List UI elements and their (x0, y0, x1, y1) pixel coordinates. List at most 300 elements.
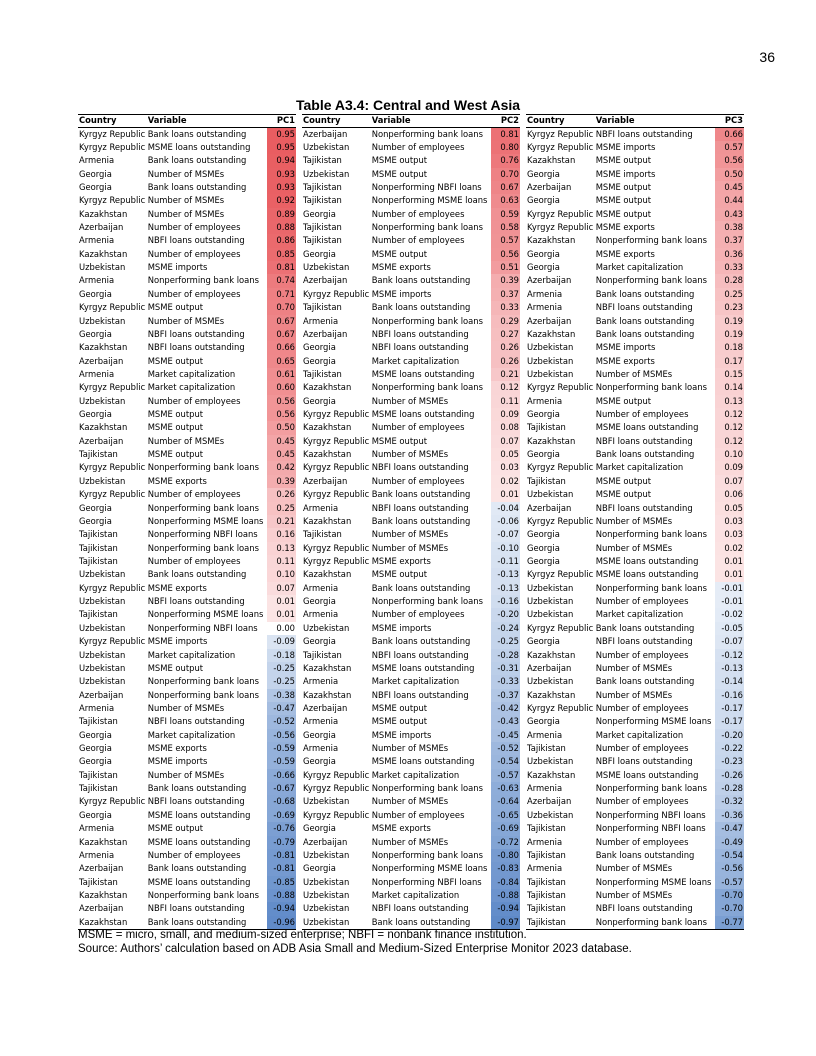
loading-value-cell: -0.85 (267, 876, 296, 889)
country-cell: Georgia (79, 502, 112, 513)
country-cell: Uzbekistan (79, 395, 126, 406)
header-row (302, 115, 520, 128)
loading-value-cell: 0.29 (491, 315, 520, 328)
country-cell: Kyrgyz Republic (527, 622, 594, 633)
header-variable: Variable (147, 115, 187, 125)
variable-cell: Number of MSMEs (595, 662, 673, 673)
variable-cell: Bank loans outstanding (371, 489, 471, 500)
country-cell: Azerbaijan (79, 689, 124, 700)
source-note: Source: Authors’ calculation based on ADB Asia Small and Medium-Sized Enterprise Monitor 2023 database. (78, 943, 632, 955)
table-row (302, 849, 520, 862)
variable-cell: MSME output (595, 155, 652, 166)
table-row (302, 595, 520, 608)
country-cell: Kazakhstan (527, 328, 576, 339)
loading-value-cell: 0.05 (715, 502, 744, 515)
country-cell: Georgia (79, 181, 112, 192)
loading-value-cell: -0.94 (267, 902, 296, 915)
variable-cell: Bank loans outstanding (147, 128, 247, 139)
table-row (302, 876, 520, 889)
variable-cell: MSME output (371, 248, 428, 259)
variable-cell: Bank loans outstanding (595, 315, 695, 326)
loading-value-cell: 0.26 (267, 488, 296, 501)
country-cell: Georgia (527, 168, 560, 179)
loading-value-cell: 0.01 (715, 568, 744, 581)
table-row (78, 849, 296, 862)
country-cell: Kyrgyz Republic (527, 515, 594, 526)
variable-cell: Market capitalization (595, 609, 684, 620)
loading-value-cell: -0.49 (715, 836, 744, 849)
country-cell: Tajikistan (527, 903, 566, 914)
loading-value-cell: 0.12 (715, 421, 744, 434)
loading-value-cell: 0.86 (267, 234, 296, 247)
variable-cell: Market capitalization (147, 368, 236, 379)
variable-cell: Number of MSMEs (371, 796, 449, 807)
table-row (78, 395, 296, 408)
table-row (302, 421, 520, 434)
country-cell: Kyrgyz Republic (303, 556, 370, 566)
variable-cell: Bank loans outstanding (595, 849, 695, 860)
country-cell: Uzbekistan (527, 596, 574, 607)
country-cell: Tajikistan (303, 649, 342, 660)
loading-value-cell: -0.07 (715, 635, 744, 648)
variable-cell: Number of employees (371, 141, 465, 152)
loading-value-cell: -0.70 (715, 889, 744, 902)
variable-cell: Bank loans outstanding (147, 783, 247, 794)
loading-value-cell: 0.13 (715, 395, 744, 408)
table-row (526, 849, 744, 862)
table-row (78, 742, 296, 755)
variable-cell: Number of employees (147, 288, 241, 299)
table-row (78, 408, 296, 421)
loading-value-cell: -0.83 (491, 862, 520, 875)
variable-cell: Market capitalization (147, 729, 236, 740)
variable-cell: MSME loans outstanding (371, 368, 475, 379)
loading-value-cell: -0.13 (715, 662, 744, 675)
variable-cell: MSME exports (371, 262, 431, 273)
header-pc: PC3 (724, 115, 744, 125)
variable-cell: MSME output (595, 475, 652, 486)
variable-cell: MSME imports (147, 262, 208, 273)
variable-cell: NBFI loans outstanding (371, 689, 469, 700)
loading-value-cell: -0.17 (715, 715, 744, 728)
loading-value-cell: -0.25 (491, 635, 520, 648)
abbreviation-note: MSME = micro, small, and medium-sized enterprise; NBFI = nonbank finance institution. (78, 929, 527, 941)
variable-cell: MSME output (371, 168, 428, 179)
variable-cell: NBFI loans outstanding (147, 716, 245, 727)
variable-cell: Nonperforming MSME loans (147, 515, 264, 526)
table-row (78, 234, 296, 247)
table-row (302, 328, 520, 341)
loading-value-cell: -0.22 (715, 742, 744, 755)
loading-value-cell: -0.64 (491, 795, 520, 808)
country-cell: Uzbekistan (303, 622, 350, 633)
variable-cell: Bank loans outstanding (147, 155, 247, 166)
loading-value-cell: 0.02 (491, 475, 520, 488)
variable-cell: NBFI loans outstanding (147, 903, 245, 914)
loading-value-cell: 0.57 (715, 141, 744, 154)
table-row (302, 435, 520, 448)
table-row (78, 288, 296, 301)
country-cell: Tajikistan (79, 449, 118, 460)
loading-value-cell: -0.01 (715, 595, 744, 608)
variable-cell: Number of employees (147, 248, 241, 259)
table-row (78, 822, 296, 835)
loading-value-cell: 0.21 (491, 368, 520, 381)
loading-value-cell: -0.23 (715, 755, 744, 768)
variable-cell: Number of MSMEs (147, 769, 225, 780)
header-country: Country (527, 115, 565, 125)
country-cell: Kazakhstan (79, 916, 128, 927)
loading-value-cell: 0.56 (267, 408, 296, 421)
table-panels (78, 114, 744, 927)
loading-value-cell: 0.43 (715, 208, 744, 221)
country-cell: Georgia (303, 863, 336, 874)
loading-value-cell: -0.96 (267, 916, 296, 929)
variable-cell: MSME imports (147, 636, 208, 647)
table-row (526, 689, 744, 702)
country-cell: Uzbekistan (527, 489, 574, 500)
loading-value-cell: -0.42 (491, 702, 520, 715)
loading-value-cell: -0.59 (267, 755, 296, 768)
loading-value-cell: 0.05 (491, 448, 520, 461)
country-cell: Kyrgyz Republic (79, 636, 146, 647)
country-cell: Georgia (303, 395, 336, 406)
table-row (78, 315, 296, 328)
loading-value-cell: 0.25 (715, 288, 744, 301)
loading-value-cell: -0.11 (491, 555, 520, 568)
variable-cell: MSME output (595, 395, 652, 406)
country-cell: Uzbekistan (527, 609, 574, 620)
country-cell: Kyrgyz Republic (527, 702, 594, 713)
variable-cell: MSME exports (371, 556, 431, 566)
country-cell: Georgia (79, 729, 112, 740)
country-cell: Armenia (79, 702, 115, 713)
variable-cell: MSME output (595, 208, 652, 219)
table-row (302, 488, 520, 501)
table-row (526, 368, 744, 381)
country-cell: Azerbaijan (303, 836, 348, 847)
table-row (302, 181, 520, 194)
table-row (302, 862, 520, 875)
loading-value-cell: -0.63 (491, 782, 520, 795)
variable-cell: Number of MSMEs (371, 529, 449, 540)
table-row (78, 194, 296, 207)
loading-value-cell: 0.45 (267, 435, 296, 448)
table-row (78, 488, 296, 501)
variable-cell: Nonperforming bank loans (147, 676, 259, 687)
country-cell: Azerbaijan (527, 502, 572, 513)
table-row (302, 795, 520, 808)
variable-cell: Number of MSMEs (147, 195, 225, 206)
variable-cell: MSME output (371, 716, 428, 727)
table-row (526, 301, 744, 314)
country-cell: Kazakhstan (79, 889, 128, 900)
loading-value-cell: 0.36 (715, 248, 744, 261)
table-row (78, 248, 296, 261)
variable-cell: Number of MSMEs (595, 689, 673, 700)
table-row (78, 128, 296, 141)
country-cell: Kazakhstan (527, 769, 576, 780)
variable-cell: Nonperforming NBFI loans (595, 809, 706, 820)
header-pc: PC1 (276, 115, 296, 125)
variable-cell: MSME loans outstanding (147, 876, 251, 887)
table-row (302, 662, 520, 675)
country-cell: Tajikistan (527, 743, 566, 754)
loading-value-cell: 0.85 (267, 248, 296, 261)
country-cell: Georgia (303, 756, 336, 767)
country-cell: Tajikistan (79, 783, 118, 794)
loading-value-cell: 0.76 (491, 154, 520, 167)
table-row (78, 502, 296, 515)
loading-value-cell: -0.94 (491, 902, 520, 915)
country-cell: Tajikistan (303, 195, 342, 206)
country-cell: Armenia (527, 836, 563, 847)
country-cell: Uzbekistan (79, 475, 126, 486)
loading-value-cell: 0.88 (267, 221, 296, 234)
table-row (302, 381, 520, 394)
variable-cell: Nonperforming bank loans (371, 783, 483, 794)
loading-value-cell: -0.37 (491, 689, 520, 702)
loading-value-cell: 0.57 (491, 234, 520, 247)
loading-value-cell: 0.03 (491, 461, 520, 474)
country-cell: Kyrgyz Republic (303, 542, 370, 553)
header-country: Country (303, 115, 341, 125)
variable-cell: Market capitalization (371, 889, 460, 900)
table-row (78, 555, 296, 568)
variable-cell: Nonperforming bank loans (371, 222, 483, 233)
loading-value-cell: 0.26 (491, 341, 520, 354)
variable-cell: Number of MSMEs (147, 315, 225, 326)
table-row (302, 689, 520, 702)
table-row (526, 608, 744, 621)
variable-cell: NBFI loans outstanding (371, 328, 469, 339)
variable-cell: NBFI loans outstanding (595, 903, 693, 914)
loading-value-cell: 0.33 (715, 261, 744, 274)
loading-value-cell: 0.10 (267, 568, 296, 581)
loading-value-cell: -0.69 (267, 809, 296, 822)
country-cell: Tajikistan (303, 368, 342, 379)
variable-cell: Nonperforming bank loans (595, 529, 707, 540)
country-cell: Uzbekistan (79, 596, 126, 607)
variable-cell: Bank loans outstanding (147, 863, 247, 874)
loading-value-cell: -0.84 (491, 876, 520, 889)
header-pc: PC2 (500, 115, 520, 125)
variable-cell: Nonperforming bank loans (371, 128, 483, 139)
variable-cell: Nonperforming bank loans (595, 235, 707, 246)
country-cell: Kazakhstan (79, 836, 128, 847)
table-row (526, 355, 744, 368)
loading-value-cell: 0.67 (491, 181, 520, 194)
variable-cell: Number of MSMEs (595, 368, 673, 379)
table-row (526, 475, 744, 488)
variable-cell: Bank loans outstanding (371, 302, 471, 313)
loading-value-cell: 0.27 (491, 328, 520, 341)
country-cell: Tajikistan (79, 769, 118, 780)
variable-cell: Number of MSMEs (595, 515, 673, 526)
country-cell: Kyrgyz Republic (527, 222, 594, 233)
variable-cell: Nonperforming bank loans (595, 783, 707, 794)
country-cell: Azerbaijan (527, 181, 572, 192)
table-row (78, 876, 296, 889)
country-cell: Kazakhstan (303, 662, 352, 673)
loading-value-cell: -0.56 (715, 862, 744, 875)
table-row (302, 568, 520, 581)
table-row (526, 822, 744, 835)
country-cell: Uzbekistan (303, 262, 350, 273)
country-cell: Georgia (527, 529, 560, 540)
loading-value-cell: 0.21 (267, 515, 296, 528)
variable-cell: MSME output (371, 435, 428, 446)
variable-cell: Nonperforming NBFI loans (371, 181, 482, 192)
table-row (302, 675, 520, 688)
table-row (526, 862, 744, 875)
loading-value-cell: -0.06 (491, 515, 520, 528)
table-row (78, 381, 296, 394)
loading-value-cell: -0.16 (715, 689, 744, 702)
loading-value-cell: 0.06 (715, 488, 744, 501)
country-cell: Tajikistan (79, 609, 118, 620)
table-row (526, 502, 744, 515)
loading-value-cell: 0.08 (491, 421, 520, 434)
variable-cell: NBFI loans outstanding (147, 342, 245, 353)
loading-value-cell: 0.10 (715, 448, 744, 461)
table-row (78, 862, 296, 875)
variable-cell: Market capitalization (595, 262, 684, 273)
country-cell: Kazakhstan (303, 422, 352, 433)
table-row (526, 702, 744, 715)
loading-value-cell: -0.69 (491, 822, 520, 835)
variable-cell: Bank loans outstanding (371, 916, 471, 927)
table-row (526, 568, 744, 581)
loading-value-cell: 0.09 (715, 461, 744, 474)
table-row (78, 769, 296, 782)
table-row (302, 261, 520, 274)
loading-value-cell: -0.80 (491, 849, 520, 862)
country-cell: Kazakhstan (527, 155, 576, 166)
variable-cell: Number of employees (595, 702, 689, 713)
loading-value-cell: 0.07 (491, 435, 520, 448)
variable-cell: Market capitalization (595, 729, 684, 740)
variable-cell: MSME output (595, 195, 652, 206)
loading-value-cell: 0.01 (267, 595, 296, 608)
country-cell: Tajikistan (527, 916, 566, 927)
loading-value-cell: 0.56 (267, 395, 296, 408)
country-cell: Azerbaijan (79, 355, 124, 366)
variable-cell: MSME loans outstanding (595, 422, 699, 433)
country-cell: Georgia (303, 342, 336, 353)
country-cell: Kyrgyz Republic (527, 382, 594, 393)
country-cell: Uzbekistan (79, 622, 126, 633)
variable-cell: Bank loans outstanding (595, 622, 695, 633)
country-cell: Azerbaijan (79, 863, 124, 874)
header-row (78, 115, 296, 128)
table-row (526, 755, 744, 768)
table-row (526, 675, 744, 688)
table-row (526, 528, 744, 541)
country-cell: Kazakhstan (527, 689, 576, 700)
table-row (526, 769, 744, 782)
loading-value-cell: 0.12 (491, 381, 520, 394)
loading-value-cell: -0.05 (715, 622, 744, 635)
variable-cell: Number of employees (371, 422, 465, 433)
table-row (526, 128, 744, 141)
table-row (302, 475, 520, 488)
variable-cell: Number of employees (595, 743, 689, 754)
table-row (302, 355, 520, 368)
country-cell: Armenia (303, 609, 339, 620)
panel-pc1 (78, 114, 296, 930)
country-cell: Kyrgyz Republic (303, 462, 370, 473)
loading-value-cell: -0.12 (715, 649, 744, 662)
table-row (526, 515, 744, 528)
country-cell: Azerbaijan (79, 222, 124, 233)
loading-value-cell: -0.26 (715, 769, 744, 782)
table-row (78, 435, 296, 448)
country-cell: Kyrgyz Republic (303, 409, 370, 420)
country-cell: Tajikistan (527, 422, 566, 433)
table-row (302, 528, 520, 541)
country-cell: Uzbekistan (303, 796, 350, 807)
country-cell: Tajikistan (303, 222, 342, 233)
loading-value-cell: -0.20 (715, 729, 744, 742)
country-cell: Georgia (79, 168, 112, 179)
variable-cell: Market capitalization (371, 676, 460, 687)
loading-value-cell: -0.66 (267, 769, 296, 782)
table-row (526, 782, 744, 795)
loading-value-cell: -0.65 (491, 809, 520, 822)
country-cell: Uzbekistan (303, 849, 350, 860)
table-row (78, 208, 296, 221)
variable-cell: Nonperforming bank loans (595, 916, 707, 927)
loading-value-cell: 0.17 (715, 355, 744, 368)
loading-value-cell: 0.03 (715, 515, 744, 528)
table-row (78, 755, 296, 768)
variable-cell: Bank loans outstanding (595, 288, 695, 299)
table-row (78, 608, 296, 621)
country-cell: Kyrgyz Republic (79, 489, 146, 500)
loading-value-cell: 0.38 (715, 221, 744, 234)
variable-cell: Nonperforming bank loans (371, 382, 483, 393)
table-row (302, 502, 520, 515)
variable-cell: MSME output (371, 702, 428, 713)
country-cell: Georgia (527, 248, 560, 259)
loading-value-cell: 0.11 (267, 555, 296, 568)
loading-value-cell: 0.03 (715, 528, 744, 541)
loading-value-cell: 0.89 (267, 208, 296, 221)
variable-cell: MSME exports (147, 743, 207, 754)
table-row (526, 729, 744, 742)
variable-cell: MSME output (595, 489, 652, 500)
table-row (78, 274, 296, 287)
loading-value-cell: 0.93 (267, 168, 296, 181)
variable-cell: MSME output (147, 662, 204, 673)
country-cell: Kyrgyz Republic (79, 382, 146, 393)
variable-cell: NBFI loans outstanding (371, 649, 469, 660)
country-cell: Azerbaijan (527, 662, 572, 673)
variable-cell: NBFI loans outstanding (595, 128, 693, 139)
loading-value-cell: 0.67 (267, 328, 296, 341)
variable-cell: NBFI loans outstanding (371, 462, 469, 473)
country-cell: Kyrgyz Republic (303, 809, 370, 820)
loading-value-cell: -0.47 (267, 702, 296, 715)
loading-value-cell: -0.38 (267, 689, 296, 702)
table-row (78, 675, 296, 688)
variable-cell: Nonperforming MSME loans (147, 609, 264, 620)
table-row (526, 181, 744, 194)
country-cell: Tajikistan (303, 235, 342, 246)
table-row (526, 328, 744, 341)
table-row (78, 795, 296, 808)
